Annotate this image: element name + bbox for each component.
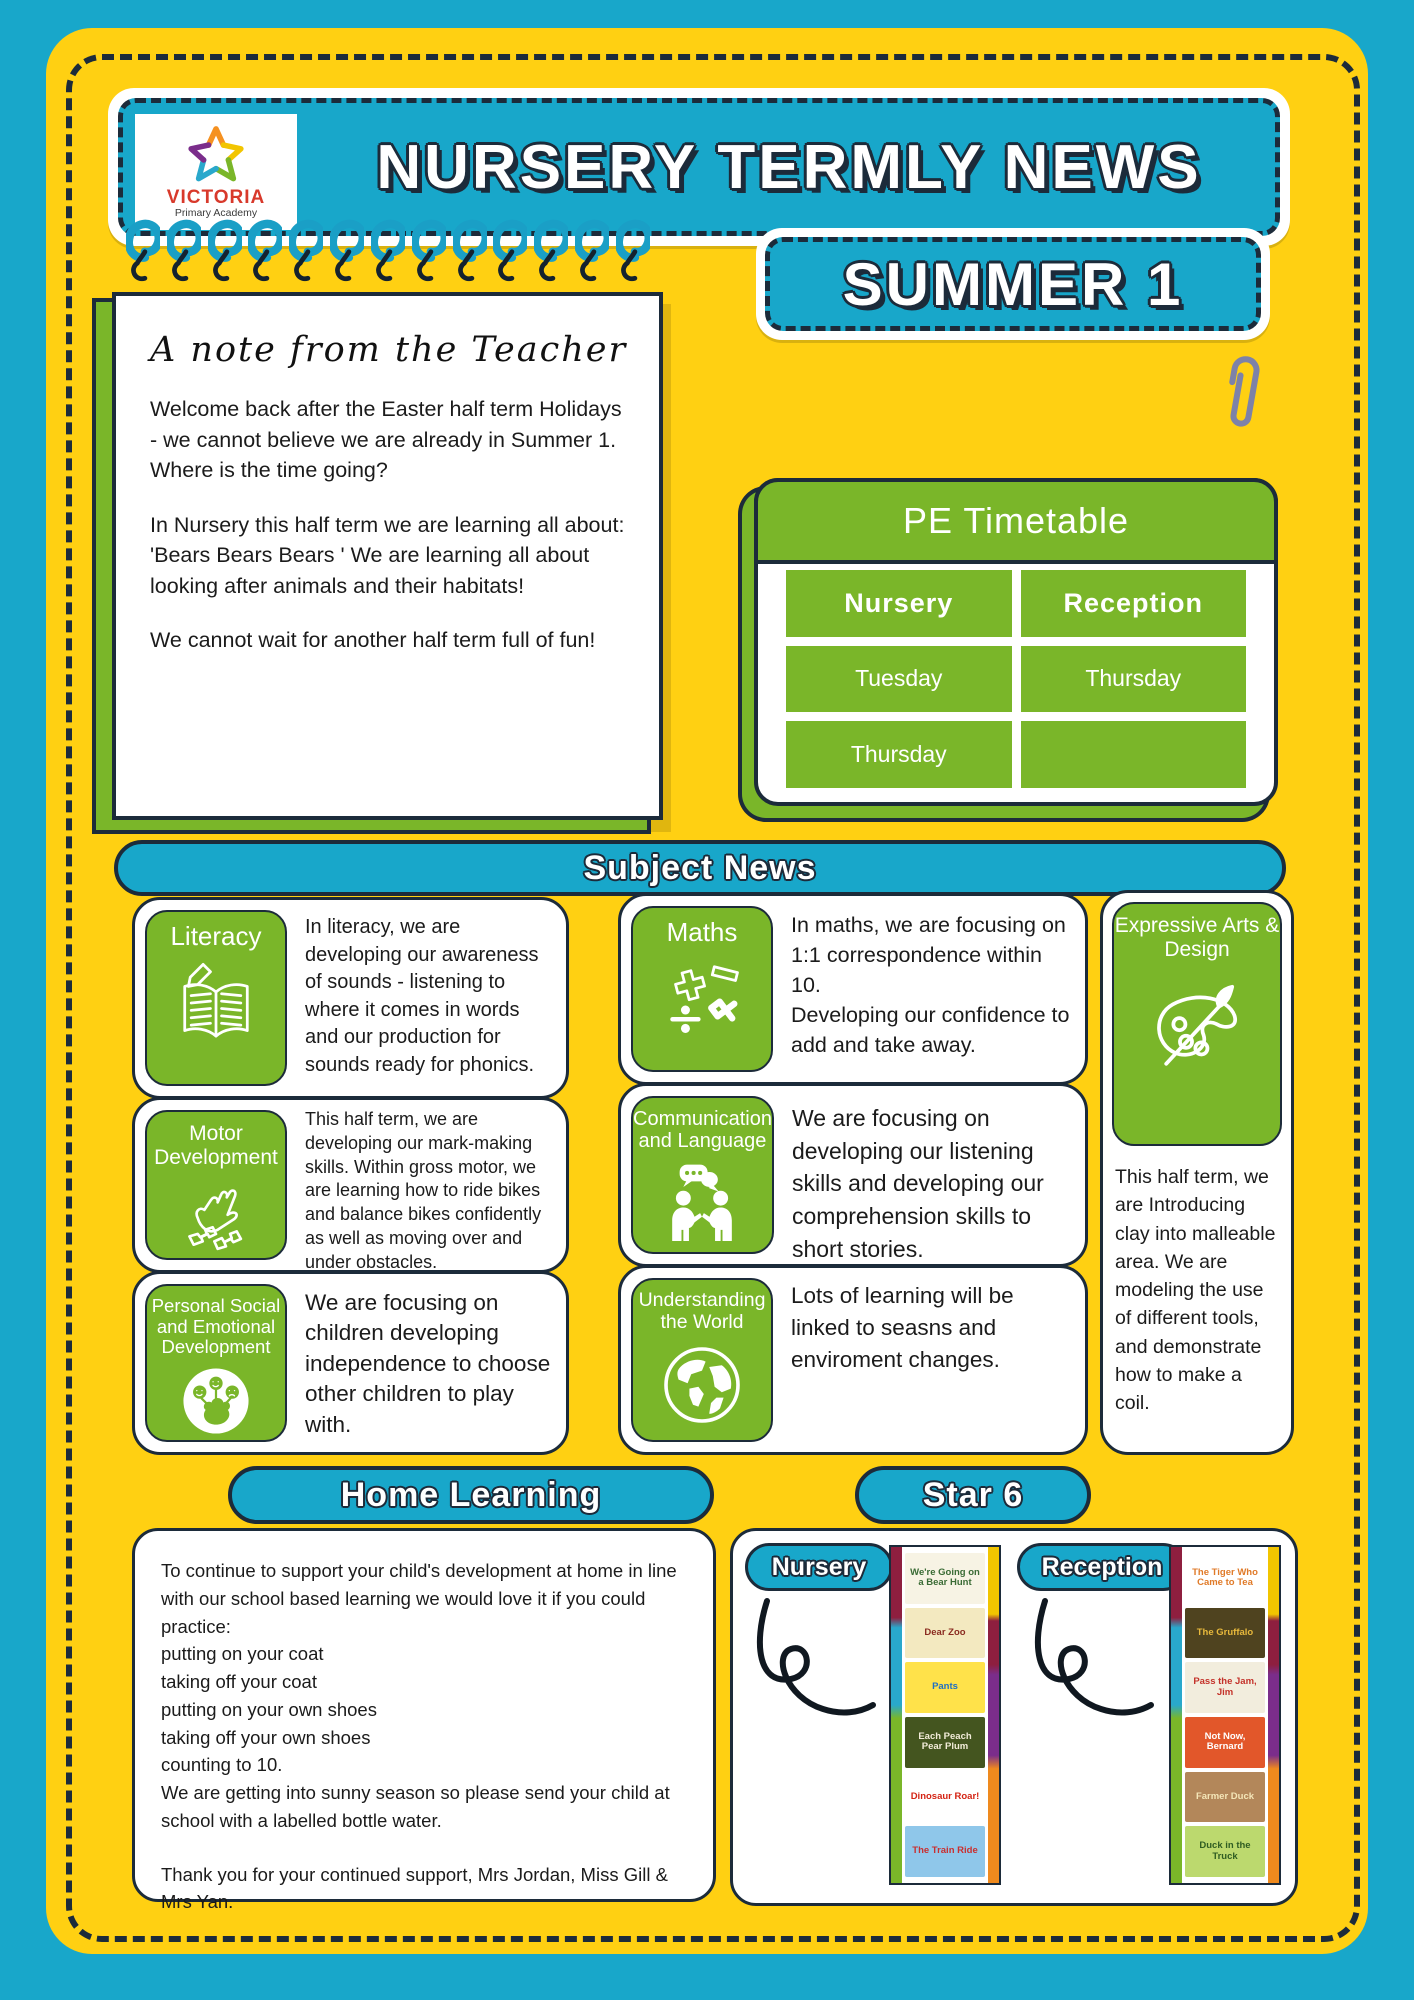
card-body: This half term, we are Introducing clay into malleable area. We are modeling the use of different tools, and demonstrate how to make a coil. [1115, 1166, 1276, 1415]
card-expressive-arts [1100, 890, 1294, 1455]
card-body-line: In maths, we are focusing on 1:1 correspondence within 10. [791, 913, 1066, 998]
star6-title: Star 6 [922, 1475, 1024, 1514]
card-communication-language [618, 1083, 1088, 1267]
communication-icon-box [631, 1096, 774, 1254]
book-cover: Dear Zoo [905, 1608, 985, 1659]
page-title: NURSERY TERMLY NEWS [376, 132, 1202, 202]
coil-icon [208, 202, 242, 294]
home-learning-thanks: Thank you for your continued support, Mrs Jordan, Miss Gill & Mrs Yan. [161, 1863, 668, 1913]
card-title: Literacy [170, 921, 262, 951]
pe-timetable [754, 478, 1278, 806]
pe-day-cell: Tuesday [786, 646, 1012, 713]
home-learning-item: taking off your own shoes [161, 1726, 371, 1748]
coil-icon [330, 202, 364, 294]
book-cover: Not Now, Bernard [1185, 1717, 1265, 1768]
palette-brush-icon [1142, 967, 1252, 1077]
home-learning-card [132, 1528, 716, 1913]
home-learning-intro: To continue to support your child's development at home in line with our school based learning we would love it if you could practice: [161, 1560, 677, 1637]
pe-day-cell [1021, 721, 1247, 788]
home-learning-item: putting on your coat [161, 1643, 324, 1665]
card-body: In literacy, we are developing our awareness of sounds - listening to where it comes in words and our production for sounds ready for phonics. [305, 916, 539, 1076]
book-cover: Farmer Duck [1185, 1772, 1265, 1823]
book-cover: Dinosaur Roar! [905, 1772, 985, 1823]
nursery-label-text: Nursery [771, 1552, 867, 1581]
pe-timetable-header [754, 478, 1278, 564]
home-learning-item: taking off your coat [161, 1671, 317, 1692]
card-maths [618, 893, 1088, 1085]
subject-news-banner [114, 840, 1286, 896]
book-cover: The Train Ride [905, 1826, 985, 1877]
book-cover: Pants [905, 1662, 985, 1713]
expressive-arts-icon-box [1112, 902, 1282, 1146]
teacher-note-paragraph: We cannot wait for another half term full of fun! [150, 628, 596, 653]
book-cover: Pass the Jam, Jim [1185, 1662, 1265, 1713]
subject-news-title: Subject News [583, 848, 817, 887]
home-learning-item: putting on your own shoes [161, 1698, 377, 1720]
spiral-binding [126, 202, 650, 294]
card-title: Maths [666, 917, 738, 947]
teacher-note-paragraph: Welcome back after the Easter half term Holidays - we cannot believe we are already in Summer 1. Where is the time going? [150, 397, 622, 483]
coil-icon [616, 202, 650, 294]
motor-icon-box [145, 1110, 287, 1260]
coil-icon [493, 202, 527, 294]
term-banner [756, 228, 1270, 340]
coil-icon [289, 202, 323, 294]
card-body: We are focusing on developing our listening skills and developing our comprehension skills to short stories. [791, 1105, 1044, 1262]
star6-card [730, 1528, 1298, 1906]
psed-icon-box [145, 1284, 287, 1442]
spacer [161, 1835, 687, 1861]
book-cover: Each Peach Pear Plum [905, 1717, 985, 1768]
card-title: Personal Social and Emotional Development [151, 1295, 281, 1358]
home-learning-outro: We are getting into sunny season so please send your child at school with a labelled bottle water. [161, 1782, 670, 1831]
card-body: Lots of learning will be linked to seasns and enviroment changes. [791, 1283, 1014, 1372]
pe-timetable-grid [786, 570, 1246, 788]
home-learning-title: Home Learning [340, 1475, 602, 1514]
star6-banner [855, 1466, 1091, 1524]
card-motor-development [132, 1097, 569, 1273]
card-body: This half term, we are developing our mark-making skills. Within gross motor, we are learning how to ride bikes and balance bikes confidently as well as moving over and under obstacles. [305, 1109, 542, 1272]
curved-arrow-icon [751, 1593, 889, 1763]
coil-icon [412, 202, 446, 294]
card-body-line: Developing our confidence to add and take away. [791, 1003, 1070, 1058]
understanding-world-icon-box [631, 1278, 773, 1442]
curved-arrow-icon [1029, 1593, 1167, 1763]
teacher-note-paragraph: In Nursery this half term we are learning all about: 'Bears Bears Bears ' We are learning all about looking after animals and their habitats! [150, 512, 625, 598]
book-cover: We're Going on a Bear Hunt [905, 1553, 985, 1604]
home-learning-banner [228, 1466, 714, 1524]
card-title: Understanding the World [638, 1289, 766, 1333]
globe-icon [657, 1340, 747, 1430]
home-learning-item: counting to 10. [161, 1754, 283, 1776]
card-title: Motor Development [154, 1122, 278, 1169]
card-title: Communication and Language [633, 1108, 772, 1153]
pe-day-cell: Thursday [786, 721, 1012, 788]
book-cover: The Gruffalo [1185, 1608, 1265, 1659]
coil-icon [167, 202, 201, 294]
card-literacy [132, 897, 569, 1099]
term-banner-inner [765, 237, 1261, 331]
coil-icon [248, 202, 282, 294]
pe-day-cell: Thursday [1021, 646, 1247, 713]
coil-icon [534, 202, 568, 294]
hand-puzzle-icon [172, 1175, 260, 1258]
logo-subtitle: Primary Academy [174, 207, 258, 220]
coil-icon [371, 202, 405, 294]
card-body: We are focusing on children developing independence to choose other children to play with. [305, 1290, 551, 1437]
reception-label-text: Reception [1041, 1552, 1163, 1581]
coil-icon [575, 202, 609, 294]
talking-people-icon [654, 1159, 750, 1252]
star-logo-icon [185, 124, 247, 186]
card-body [783, 896, 1085, 1082]
reception-book-strip [1169, 1545, 1281, 1885]
maths-icon-box [631, 906, 773, 1072]
pe-column-header: Reception [1021, 570, 1247, 637]
card-psed [132, 1271, 569, 1455]
pe-timetable-title: PE Timetable [902, 500, 1130, 541]
book-cover: Duck in the Truck [1185, 1826, 1265, 1877]
nursery-book-strip [889, 1545, 1001, 1885]
book-cover: The Tiger Who Came to Tea [1185, 1553, 1265, 1604]
star6-reception-label [1017, 1543, 1187, 1591]
friends-faces-icon [179, 1364, 253, 1438]
open-book-pencil-icon [170, 957, 262, 1049]
logo-name: VICTORIA [166, 187, 266, 209]
card-understanding-world [618, 1265, 1088, 1455]
teacher-note-card [112, 292, 663, 820]
term-label: SUMMER 1 [842, 250, 1184, 318]
coil-icon [126, 202, 160, 294]
teacher-note-heading: A note from the Teacher [150, 330, 628, 370]
card-title: Expressive Arts & Design [1114, 914, 1280, 961]
literacy-icon-box [145, 910, 287, 1086]
star6-nursery-label [745, 1543, 893, 1591]
coil-icon [453, 202, 487, 294]
math-symbols-icon [654, 953, 750, 1045]
pe-column-header: Nursery [786, 570, 1012, 637]
